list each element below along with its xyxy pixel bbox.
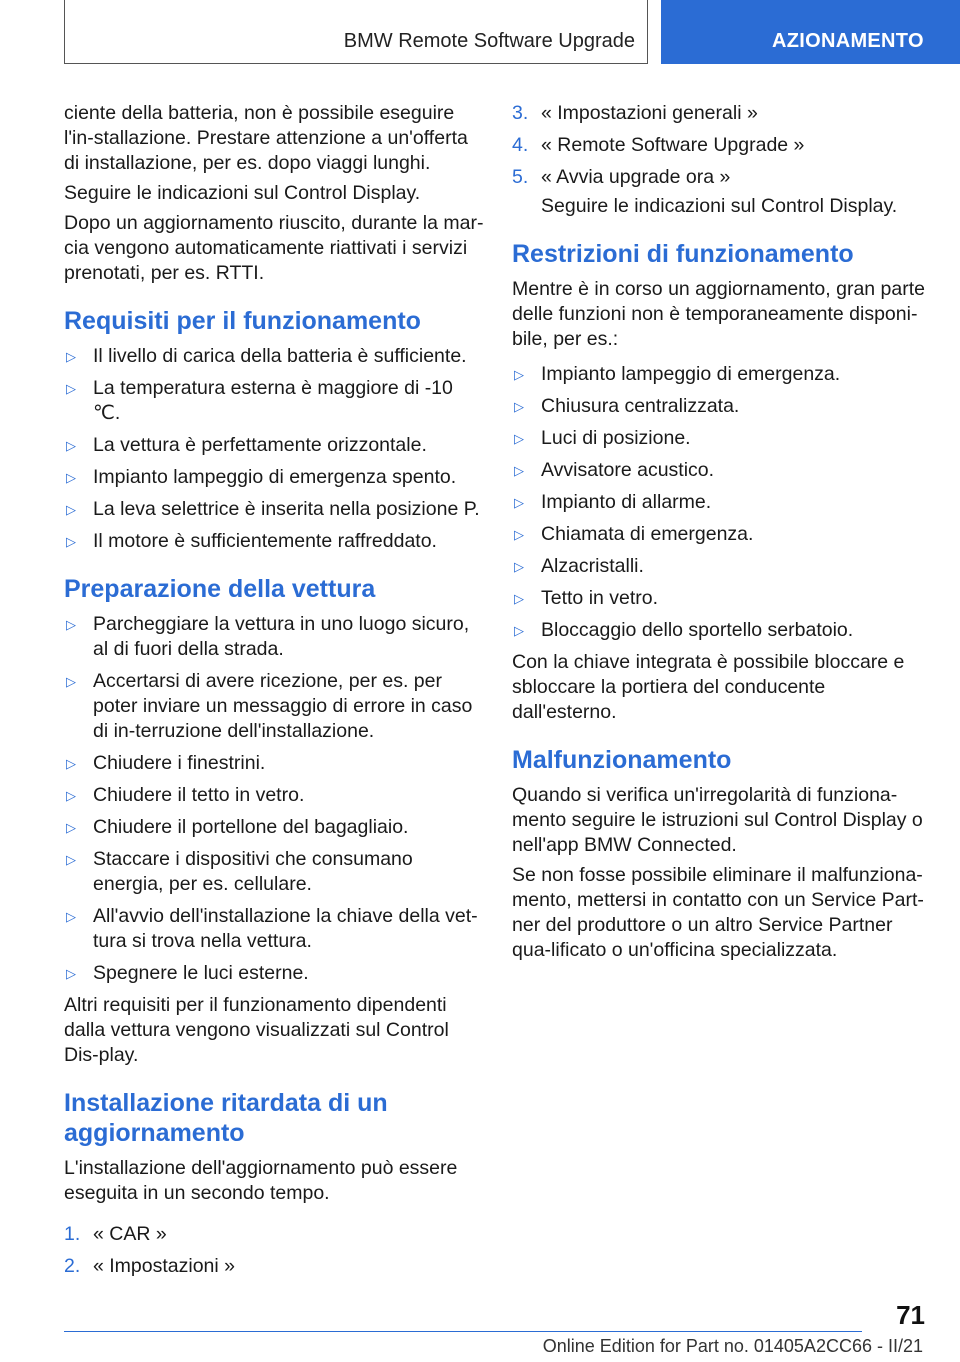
triangle-right-icon: ▷ <box>514 399 524 414</box>
paragraph: Altri requisiti per il funzionamento dipendenti dalla vettura vengono visualizzati sul Control Dis-play. <box>64 994 449 1066</box>
paragraph: L'installazione dell'aggiornamento può essere eseguita in un secondo tempo. <box>64 1157 458 1204</box>
triangle-right-icon: ▷ <box>66 470 76 485</box>
step-item: 4. « Remote Software Upgrade » <box>512 134 805 156</box>
header-title: BMW Remote Software Upgrade <box>343 30 635 52</box>
step-item: 3. « Impostazioni generali » <box>512 102 758 124</box>
triangle-right-icon: ▷ <box>66 852 76 867</box>
list-item: ▷ Impianto lampeggio di emergenza. <box>514 363 841 385</box>
paragraph: Seguire le indicazioni sul Control Display. <box>64 182 421 204</box>
triangle-right-icon: ▷ <box>514 591 524 606</box>
list-item: ▷ Tetto in vetro. <box>514 587 659 609</box>
installazione-steps <box>64 1222 484 1279</box>
step-number: 3. <box>512 102 529 124</box>
step-number: 4. <box>512 134 529 156</box>
triangle-right-icon: ▷ <box>514 463 524 478</box>
restrizioni-list <box>512 362 932 643</box>
triangle-right-icon: ▷ <box>66 909 76 924</box>
list-item: ▷ Spegnere le luci esterne. <box>66 962 309 984</box>
paragraph: Con la chiave integrata è possibile bloccare e sbloccare la portiera del conducente dall'esterno. <box>512 651 905 723</box>
step-number: 5. <box>512 166 529 188</box>
list-item: ▷ Il motore è sufficientemente raffreddato. <box>66 530 437 552</box>
step-number: 2. <box>64 1255 81 1277</box>
section-heading-restrizioni: Restrizioni di funzionamento <box>512 240 854 268</box>
page-number: 71 <box>896 1300 925 1330</box>
list-item: ▷ La temperatura esterna è maggiore di -10 ℃. <box>66 377 453 424</box>
list-item: ▷ Chiudere i finestrini. <box>66 752 266 774</box>
triangle-right-icon: ▷ <box>514 527 524 542</box>
right-column <box>512 101 932 968</box>
triangle-right-icon: ▷ <box>514 367 524 382</box>
list-item: ▷ Chiudere il tetto in vetro. <box>66 784 305 806</box>
section-tab[interactable] <box>661 0 960 64</box>
list-item: ▷ Accertarsi di avere ricezione, per es. per poter inviare un messaggio di errore in caso di in-terruzione dell'installazione. <box>66 670 473 742</box>
section-heading-requisiti: Requisiti per il funzionamento <box>64 307 421 335</box>
list-item: ▷ Chiamata di emergenza. <box>514 523 754 545</box>
step-item: 5. « Avvia upgrade ora » <box>512 166 731 188</box>
paragraph: Mentre è in corso un aggiornamento, gran parte delle funzioni non è temporaneamente disponi-bile, per es.: <box>512 278 925 350</box>
list-item: ▷ Alzacristalli. <box>514 555 644 577</box>
header-title-box <box>64 0 648 64</box>
step-number: 1. <box>64 1223 81 1245</box>
step-item: 1. « CAR » <box>64 1223 167 1245</box>
preparazione-list <box>64 612 484 986</box>
triangle-right-icon: ▷ <box>66 349 76 364</box>
list-item: ▷ Parcheggiare la vettura in uno luogo sicuro, al di fuori della strada. <box>66 613 470 660</box>
triangle-right-icon: ▷ <box>66 381 76 396</box>
triangle-right-icon: ▷ <box>514 623 524 638</box>
list-item: ▷ All'avvio dell'installazione la chiave della vet-tura si trova nella vettura. <box>66 905 478 952</box>
triangle-right-icon: ▷ <box>66 756 76 771</box>
triangle-right-icon: ▷ <box>66 788 76 803</box>
triangle-right-icon: ▷ <box>66 438 76 453</box>
continued-steps <box>512 101 932 190</box>
section-heading-malfunzionamento: Malfunzionamento <box>512 746 732 774</box>
section-heading-installazione: Installazione ritardata di un aggiornamento <box>64 1089 388 1147</box>
paragraph: Dopo un aggiornamento riuscito, durante la mar-cia vengono automaticamente riattivati i servizi prenotati, per es. RTTI. <box>64 212 484 284</box>
triangle-right-icon: ▷ <box>514 495 524 510</box>
list-item: ▷ Staccare i dispositivi che consumano energia, per es. cellulare. <box>66 848 413 895</box>
triangle-right-icon: ▷ <box>514 431 524 446</box>
requisiti-list <box>64 344 484 554</box>
list-item: ▷ La leva selettrice è inserita nella posizione P. <box>66 498 480 520</box>
list-item: ▷ Avvisatore acustico. <box>514 459 715 481</box>
triangle-right-icon: ▷ <box>66 674 76 689</box>
triangle-right-icon: ▷ <box>66 617 76 632</box>
triangle-right-icon: ▷ <box>66 502 76 517</box>
list-item: ▷ Bloccaggio dello sportello serbatoio. <box>514 619 854 641</box>
list-item: ▷ Chiusura centralizzata. <box>514 395 740 417</box>
footer-edition: Online Edition for Part no. 01405A2CC66 - II/21 <box>542 1336 923 1356</box>
step-note: Seguire le indicazioni sul Control Display. <box>541 195 898 217</box>
triangle-right-icon: ▷ <box>66 966 76 981</box>
list-item: ▷ Impianto di allarme. <box>514 491 712 513</box>
list-item: ▷ Impianto lampeggio di emergenza spento. <box>66 466 457 488</box>
paragraph: Quando si verifica un'irregolarità di funziona-mento seguire le istruzioni sul Control Display o nell'app BMW Connected. <box>512 784 923 856</box>
list-item: ▷ Chiudere il portellone del bagagliaio. <box>66 816 409 838</box>
footer-divider <box>64 1331 862 1332</box>
list-item: ▷ Luci di posizione. <box>514 427 691 449</box>
triangle-right-icon: ▷ <box>514 559 524 574</box>
section-heading-preparazione: Preparazione della vettura <box>64 575 376 603</box>
triangle-right-icon: ▷ <box>66 820 76 835</box>
list-item: ▷ Il livello di carica della batteria è sufficiente. <box>66 345 467 367</box>
step-item: 2. « Impostazioni » <box>64 1255 235 1277</box>
paragraph: ciente della batteria, non è possibile eseguire l'in-stallazione. Prestare attenzione a un'offerta di installazione, per es. dopo viaggi lunghi. <box>64 102 468 174</box>
list-item: ▷ La vettura è perfettamente orizzontale. <box>66 434 427 456</box>
paragraph: Se non fosse possibile eliminare il malfunziona-mento, mettersi in contatto con un Service Part-ner del produttore o un altro Service Partner qua-lificato o un'officina specializzata. <box>512 864 924 961</box>
left-column <box>64 101 484 1286</box>
triangle-right-icon: ▷ <box>66 534 76 549</box>
section-tab-label: AZIONAMENTO <box>772 30 924 52</box>
